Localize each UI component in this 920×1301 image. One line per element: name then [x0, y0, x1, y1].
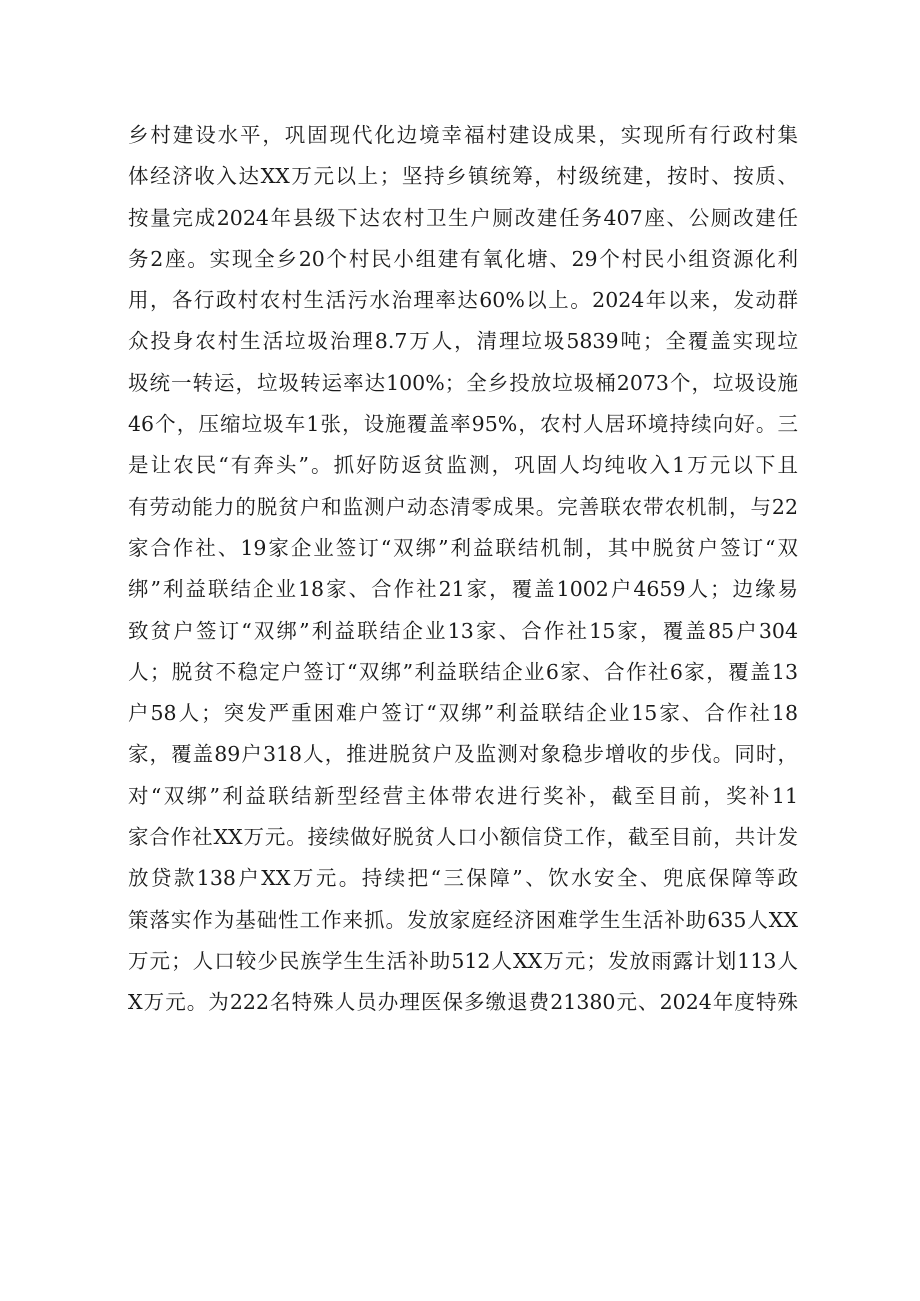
text-line: 策落实作为基础性工作来抓。发放家庭经济困难学生生活补助635人XX — [128, 907, 798, 932]
text-line: 万元；人口较少民族学生生活补助512人XX万元；发放雨露计划113人 — [128, 948, 798, 973]
text-line: 家合作社、19家企业签订“双绑”利益联结机制，其中脱贫户签订“双 — [128, 535, 798, 560]
text-line: 人；脱贫不稳定户签订“双绑”利益联结企业6家、合作社6家，覆盖13 — [128, 659, 798, 684]
text-line: 46个，压缩垃圾车1张，设施覆盖率95%，农村人居环境持续向好。三 — [128, 412, 798, 437]
text-line: 致贫户签订“双绑”利益联结企业13家、合作社15家，覆盖85户304 — [128, 618, 798, 643]
text-line: 圾统一转运，垃圾转运率达100%；全乡投放垃圾桶2073个，垃圾设施 — [128, 370, 798, 395]
text-line: 是让农民“有奔头”。抓好防返贫监测，巩固人均纯收入1万元以下且 — [128, 453, 798, 478]
text-line: 对“双绑”利益联结新型经营主体带农进行奖补，截至目前，奖补11 — [128, 783, 798, 808]
text-line: 户58人；突发严重困难户签订“双绑”利益联结企业15家、合作社18 — [128, 701, 798, 726]
text-line: 家合作社XX万元。接续做好脱贫人口小额信贷工作，截至目前，共计发 — [128, 825, 798, 850]
text-line: 家，覆盖89户318人，推进脱贫户及监测对象稳步增收的步伐。同时， — [128, 742, 798, 767]
text-line: 放贷款138户XX万元。持续把“三保障”、饮水安全、兜底保障等政 — [128, 866, 798, 891]
text-line: 用，各行政村农村生活污水治理率达60%以上。2024年以来，发动群 — [128, 288, 798, 313]
text-line: 体经济收入达XX万元以上；坚持乡镇统筹，村级统建，按时、按质、 — [128, 164, 798, 189]
text-line: X万元。为222名特殊人员办理医保多缴退费21380元、2024年度特殊 — [128, 990, 798, 1015]
text-line: 务2座。实现全乡20个村民小组建有氧化塘、29个村民小组资源化利 — [128, 246, 798, 271]
text-line: 绑”利益联结企业18家、合作社21家，覆盖1002户4659人；边缘易 — [128, 577, 798, 602]
text-line: 众投身农村生活垃圾治理8.7万人，清理垃圾5839吨；全覆盖实现垃 — [128, 329, 798, 354]
text-line: 按量完成2024年县级下达农村卫生户厕改建任务407座、公厕改建任 — [128, 205, 798, 230]
text-line: 乡村建设水平，巩固现代化边境幸福村建设成果，实现所有行政村集 — [128, 123, 798, 147]
body-text — [128, 115, 798, 1024]
text-line: 有劳动能力的脱贫户和监测户动态清零成果。完善联农带农机制，与22 — [128, 494, 798, 519]
